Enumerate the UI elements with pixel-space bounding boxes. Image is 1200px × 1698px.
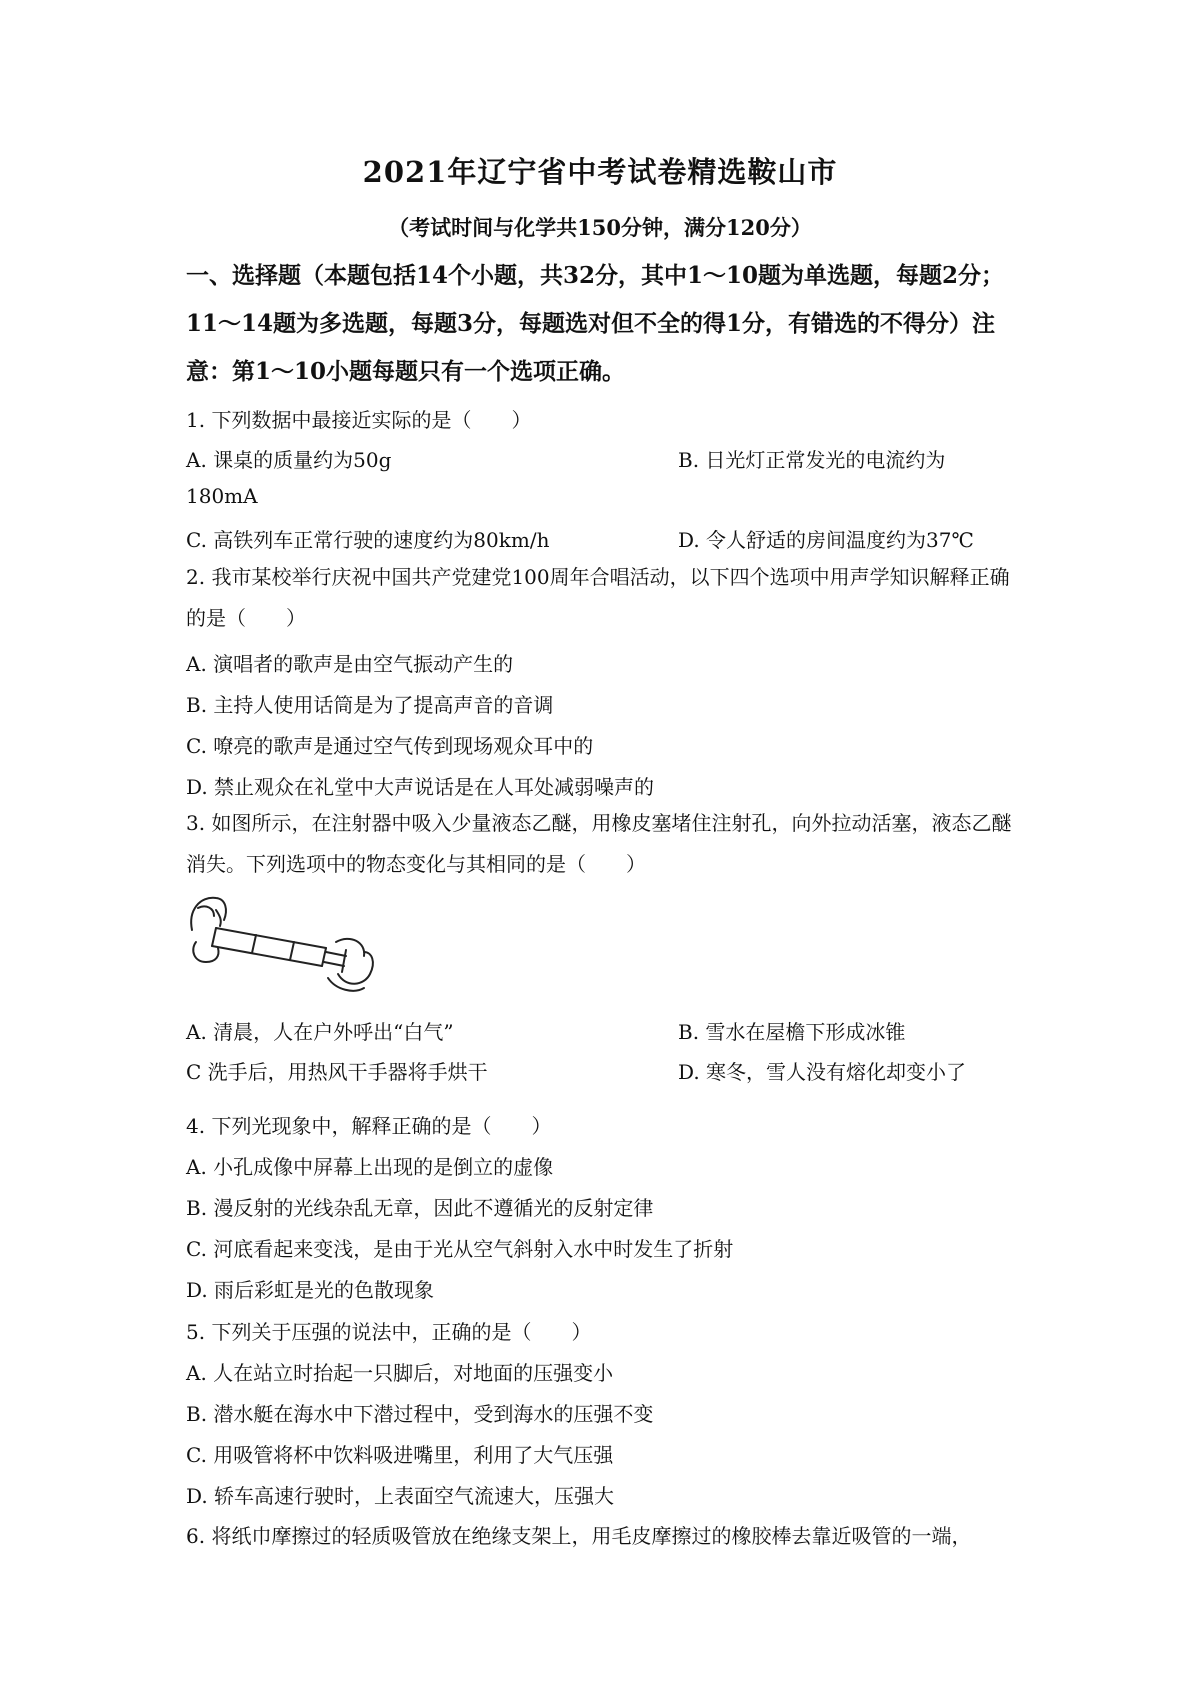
section-heading: 一、选择题（本题包括14个小题，共32分，其中1～10题为单选题，每题2分；11～14题为多选题，每题3分，每题选对但不全的得1分，有错选的不得分）注意：第1～10小题每题只有一个选项正确。	[186, 262, 1005, 385]
question-1-stem: 1. 下列数据中最接近实际的是（ ）	[186, 408, 532, 432]
question-5-stem: 5. 下列关于压强的说法中，正确的是（ ）	[186, 1320, 592, 1344]
question-3-stem: 3. 如图所示，在注射器中吸入少量液态乙醚，用橡皮塞堵住注射孔，向外拉动活塞，液态乙醚消失。下列选项中的物态变化与其相同的是（ ）	[186, 811, 1012, 876]
question-6-stem: 6. 将纸巾摩擦过的轻质吸管放在绝缘支架上，用毛皮摩擦过的橡胶棒去靠近吸管的一端，	[186, 1524, 972, 1548]
q3-option-b: B. 雪水在屋檐下形成冰锥	[678, 1020, 906, 1044]
q5-option-b: B. 潜水艇在海水中下潜过程中，受到海水的压强不变	[186, 1402, 654, 1426]
q2-option-d: D. 禁止观众在礼堂中大声说话是在人耳处减弱噪声的	[186, 775, 655, 799]
q1-option-a: A. 课桌的质量约为50g	[186, 448, 392, 472]
exam-info: （考试时间与化学共150分钟，满分120分）	[388, 215, 812, 240]
q4-option-d: D. 雨后彩虹是光的色散现象	[186, 1278, 435, 1302]
q1-option-b: B. 日光灯正常发光的电流约为	[678, 448, 946, 472]
q5-option-a: A. 人在站立时抬起一只脚后，对地面的压强变小	[186, 1361, 614, 1385]
q5-option-c: C. 用吸管将杯中饮料吸进嘴里，利用了大气压强	[186, 1443, 614, 1467]
q3-option-c: C 洗手后，用热风干手器将手烘干	[186, 1060, 488, 1084]
question-2-stem: 2. 我市某校举行庆祝中国共产党建党100周年合唱活动，以下四个选项中用声学知识解释正确的是（ ）	[186, 565, 1010, 630]
q3-option-a: A. 清晨，人在户外呼出“白气”	[186, 1020, 454, 1044]
q3-option-d: D. 寒冬，雪人没有熔化却变小了	[678, 1060, 967, 1084]
q1-option-b-continued: 180mA	[186, 484, 258, 508]
syringe-figure	[186, 890, 378, 996]
q4-option-b: B. 漫反射的光线杂乱无章，因此不遵循光的反射定律	[186, 1196, 654, 1220]
q1-option-c: C. 高铁列车正常行驶的速度约为80km/h	[186, 528, 550, 552]
question-4-stem: 4. 下列光现象中，解释正确的是（ ）	[186, 1114, 552, 1138]
q5-option-d: D. 轿车高速行驶时，上表面空气流速大，压强大	[186, 1484, 615, 1508]
q2-option-c: C. 嘹亮的歌声是通过空气传到现场观众耳中的	[186, 734, 594, 758]
q2-option-a: A. 演唱者的歌声是由空气振动产生的	[186, 652, 514, 676]
q2-option-b: B. 主持人使用话筒是为了提高声音的音调	[186, 693, 554, 717]
q1-option-d: D. 令人舒适的房间温度约为37℃	[678, 528, 974, 552]
q4-option-c: C. 河底看起来变浅，是由于光从空气斜射入水中时发生了折射	[186, 1237, 734, 1261]
page-title: 2021年辽宁省中考试卷精选鞍山市	[362, 155, 838, 189]
q4-option-a: A. 小孔成像中屏幕上出现的是倒立的虚像	[186, 1155, 554, 1179]
